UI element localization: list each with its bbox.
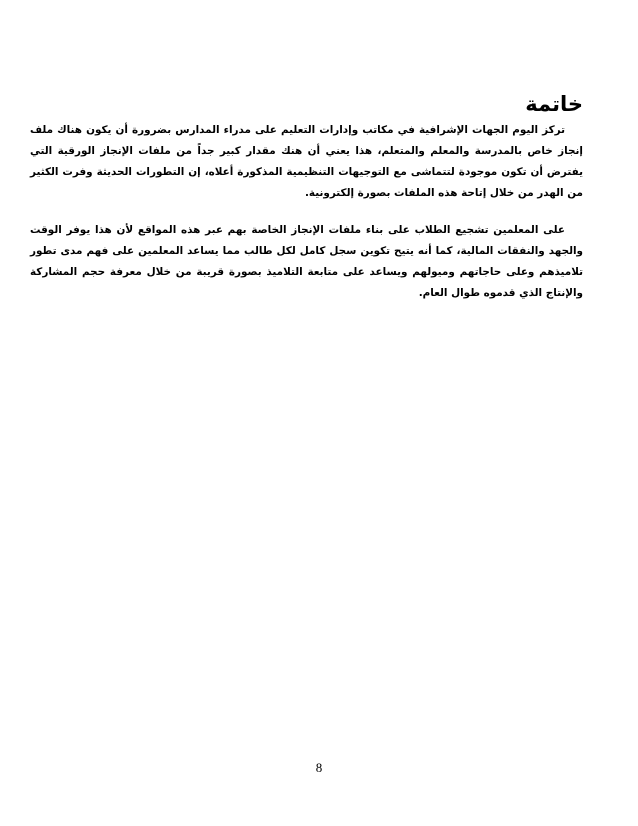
page-number: 8 — [315, 760, 323, 775]
section-heading: خاتمة — [525, 92, 583, 116]
document-content — [30, 90, 583, 304]
paragraph-1: تركز اليوم الجهات الإشرافية في مكاتب وإدارات التعليم على مدراء المدارس بضرورة أن يكون هناك ملف إنجاز خاص بالمدرسة والمعلم والمتعلم، هذا يعني أن هنك مقدار كبير جداً من ملفات الإنجاز الورقية التي يفترض أن تكون موجودة لتتماشى مع التوجيهات التنظيمية المذكورة أعلاه، إن التطورات الحديثة وفرت الكثير من الهدر من خلال إتاحة هذه الملفات بصورة إلكترونية. — [30, 124, 583, 199]
paragraph-2: على المعلمين تشجيع الطلاب على بناء ملفات الإنجاز الخاصة بهم عبر هذه المواقع لأن هذا يوفر الوقت والجهد والنفقات المالية، كما أنه يتيح تكوين سجل كامل لكل طالب مما يساعد المعلمين على فهم مدى تطور تلاميذهم وعلى حاجاتهم وميولهم ويساعد على متابعة التلاميذ بصورة قريبة من خلال معرفة حجم المشاركة والإنتاج الذي قدموه طوال العام. — [30, 224, 583, 299]
